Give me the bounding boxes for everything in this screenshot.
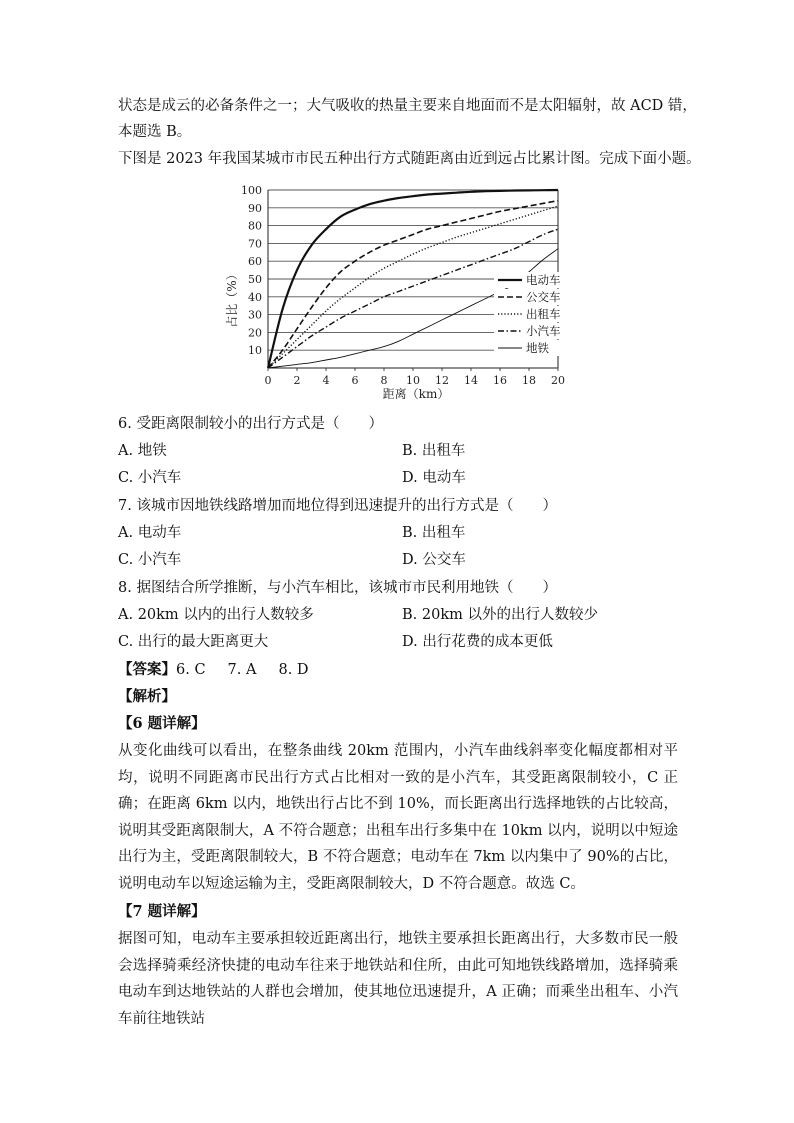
- question-7-stem: 7. 该城市因地铁线路增加而地位得到迅速提升的出行方式是（ ）: [118, 498, 557, 514]
- legend-label-公交车: 公交车: [526, 290, 561, 304]
- legend-label-小汽车: 小汽车: [526, 324, 561, 338]
- intro-line-1: 状态是成云的必备条件之一；大气吸收的热量主要来自地面而不是太阳辐射，故 ACD 错，: [118, 98, 697, 114]
- chart-legend: [494, 272, 561, 356]
- y-tick-label: 60: [248, 255, 262, 269]
- y-axis-label: 占比（%）: [225, 268, 239, 328]
- question-6-option-a: A. 地铁: [118, 443, 167, 459]
- intro-line-3: 下图是 2023 年我国某城市市民五种出行方式随距离由近到远占比累计图。完成下面小题。: [118, 151, 701, 167]
- x-tick-label: 16: [493, 374, 507, 387]
- x-tick-label: 14: [464, 374, 478, 387]
- q6-detail-text: 从变化曲线可以看出，在整条曲线 20km 范围内，小汽车曲线斜率变化幅度都相对平均，说明不同距离市民出行方式占比相对一致的是小汽车，其受距离限制较小，C 正确；在距离 6km 以内，地铁出行占比不到 10%，而长距离出行选择地铁的占比较高，说明其受距离限制大，A 不符合题意；出租车出行多集中在 10km 以内，说明以中短途出行为主，受距离限制较大，B 不符合题意；电动车在 7km 以内集中了 90%的占比，说明电动车以短途运输为主，受距离限制较大，D 不符合题意。故选 C。: [118, 743, 678, 892]
- legend-label-电动车: 电动车: [526, 273, 561, 287]
- x-tick-label: 18: [522, 374, 536, 387]
- y-tick-label: 70: [248, 237, 262, 251]
- x-axis-label: 距离（km）: [382, 387, 450, 401]
- question-8-option-c: C. 出行的最大距离更大: [118, 634, 269, 650]
- question-7-option-b: B. 出租车: [402, 525, 466, 541]
- legend-label-出租车: 出租车: [526, 307, 561, 321]
- y-tick-label: 40: [248, 290, 262, 304]
- question-8-option-d: D. 出行花费的成本更低: [402, 634, 553, 650]
- question-7-option-a: A. 电动车: [118, 525, 182, 541]
- x-tick-label: 0: [264, 374, 272, 387]
- answer-label: 【答案】: [118, 661, 176, 678]
- answer-8: 8. D: [278, 662, 309, 678]
- y-tick-label: 10: [248, 344, 262, 358]
- y-tick-label: 90: [248, 201, 262, 215]
- x-tick-label: 6: [351, 374, 359, 387]
- x-tick-label: 8: [380, 374, 388, 387]
- question-6-option-b: B. 出租车: [402, 443, 466, 459]
- y-tick-label: 80: [248, 219, 262, 233]
- q7-detail-text: 据图可知，电动车主要承担较近距离出行，地铁主要承担长距离出行，大多数市民一般会选择骑乘经济快捷的电动车往来于地铁站和住所，由此可知地铁线路增加，选择骑乘电动车到达地铁站的人群也会增加，使其地位迅速提升，A 正确；而乘坐出租车、小汽车前往地铁站: [118, 931, 678, 1027]
- question-8-option-a: A. 20km 以内的出行人数较多: [118, 607, 314, 623]
- x-tick-label: 4: [322, 374, 330, 387]
- x-tick-label: 10: [406, 374, 420, 387]
- question-8-option-b: B. 20km 以外的出行人数较少: [402, 607, 598, 623]
- question-6-option-d: D. 电动车: [402, 470, 466, 486]
- q7-detail-label: 【7 题详解】: [118, 903, 206, 920]
- answer-7: 7. A: [227, 662, 257, 678]
- answer-line: [118, 657, 309, 683]
- x-tick-label: 2: [293, 374, 301, 387]
- y-tick-label: 100: [241, 184, 262, 197]
- y-tick-label: 30: [248, 308, 262, 322]
- intro-line-2: 本题选 B。: [118, 124, 192, 140]
- analysis-label: 【解析】: [118, 688, 176, 705]
- q6-detail-label: 【6 题详解】: [118, 715, 206, 732]
- question-7-option-d: D. 公交车: [402, 552, 466, 568]
- x-tick-label: 20: [551, 374, 565, 387]
- y-tick-label: 20: [248, 326, 262, 340]
- x-tick-label: 12: [435, 374, 449, 387]
- question-8-stem: 8. 据图结合所学推断，与小汽车相比，该城市市民利用地铁（ ）: [118, 580, 557, 596]
- question-7-option-c: C. 小汽车: [118, 552, 182, 568]
- question-6-option-c: C. 小汽车: [118, 470, 182, 486]
- answer-6: 6. C: [176, 662, 206, 678]
- cumulative-share-chart: [220, 180, 570, 402]
- legend-label-地铁: 地铁: [526, 341, 549, 355]
- question-6-stem: 6. 受距离限制较小的出行方式是（ ）: [118, 416, 383, 432]
- y-tick-label: 50: [248, 273, 262, 286]
